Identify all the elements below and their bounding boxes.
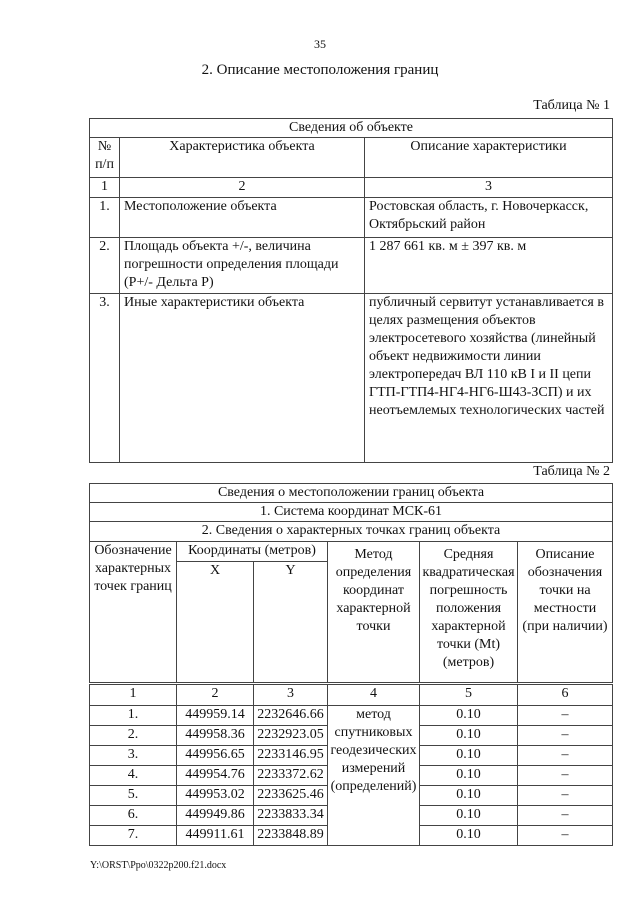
row-number: 3.: [90, 294, 120, 463]
point-number: 3.: [90, 746, 177, 766]
error-value: 0.10: [420, 806, 518, 826]
boundary-points-table: [89, 483, 613, 846]
point-description: –: [518, 746, 613, 766]
file-path-footer: Y:\ORST\Ppo\0322p200.f21.docx: [90, 860, 227, 871]
point-description: –: [518, 766, 613, 786]
error-value: 0.10: [420, 746, 518, 766]
row-number: 1.: [90, 198, 120, 238]
point-number: 4.: [90, 766, 177, 786]
point-description: –: [518, 806, 613, 826]
point-number: 2.: [90, 726, 177, 746]
point-number: 5.: [90, 786, 177, 806]
point-description: –: [518, 706, 613, 726]
table-title: Сведения об объекте: [90, 119, 613, 138]
points-subtitle: 2. Сведения о характерных точках границ объекта: [90, 522, 613, 542]
page-number: 35: [314, 37, 326, 51]
coord-y: 2232646.66: [254, 706, 328, 726]
header-coords: Координаты (метров): [177, 542, 328, 562]
coord-x: 449956.65: [177, 746, 254, 766]
coord-y: 2233372.62: [254, 766, 328, 786]
coord-x: 449953.02: [177, 786, 254, 806]
table1-caption: Таблица № 1: [533, 98, 610, 113]
row-name: Иные характеристики объекта: [120, 294, 365, 463]
error-value: 0.10: [420, 786, 518, 806]
col-number: 3: [365, 178, 613, 198]
col-number: 4: [328, 684, 420, 706]
point-number: 7.: [90, 826, 177, 846]
coord-x: 449954.76: [177, 766, 254, 786]
point-number: 6.: [90, 806, 177, 826]
point-description: –: [518, 826, 613, 846]
error-value: 0.10: [420, 826, 518, 846]
table-row: [90, 238, 613, 294]
table-row: [90, 706, 613, 726]
row-value: Ростовская область, г. Новочеркасск, Октябрьский район: [365, 198, 613, 238]
col-number: 6: [518, 684, 613, 706]
header-method: Метод определения координат характерной точки: [328, 542, 420, 684]
header-number: № п/п: [90, 138, 120, 178]
coord-y: 2233625.46: [254, 786, 328, 806]
row-value: 1 287 661 кв. м ± 397 кв. м: [365, 238, 613, 294]
point-description: –: [518, 726, 613, 746]
coord-y: 2233146.95: [254, 746, 328, 766]
header-point: Обозначение характерных точек границ: [90, 542, 177, 684]
col-number: 1: [90, 684, 177, 706]
row-value: публичный сервитут устанавливается в целях размещения объектов электросетевого хозяйства (линейный объект недвижимости линии электропередач ВЛ 110 кВ I и II цепи ГТП-ГТП4-НГ4-НГ6-Ш43-ЗСП) и их неотъемлемых технологических частей: [365, 294, 613, 463]
col-number: 3: [254, 684, 328, 706]
row-number: 2.: [90, 238, 120, 294]
row-name: Местоположение объекта: [120, 198, 365, 238]
col-number: 2: [120, 178, 365, 198]
coordinate-system: 1. Система координат МСК-61: [90, 503, 613, 522]
coord-x: 449911.61: [177, 826, 254, 846]
header-y: Y: [254, 562, 328, 684]
table-row: [90, 294, 613, 463]
header-error: Средняя квадратическая погрешность положения характерной точки (Mt) (метров): [420, 542, 518, 684]
row-name: Площадь объекта +/-, величина погрешности определения площади (P+/- Дельта P): [120, 238, 365, 294]
section-heading: 2. Описание местоположения границ: [201, 62, 439, 78]
coord-x: 449959.14: [177, 706, 254, 726]
point-number: 1.: [90, 706, 177, 726]
table-row: [90, 198, 613, 238]
coord-y: 2233848.89: [254, 826, 328, 846]
error-value: 0.10: [420, 706, 518, 726]
col-number: 5: [420, 684, 518, 706]
point-description: –: [518, 786, 613, 806]
header-description: Описание характеристики: [365, 138, 613, 178]
coord-x: 449958.36: [177, 726, 254, 746]
method-cell: метод спутниковых геодезических измерений (определений): [328, 706, 420, 846]
coord-y: 2233833.34: [254, 806, 328, 826]
object-info-table: [89, 118, 613, 463]
col-number: 2: [177, 684, 254, 706]
coord-y: 2232923.05: [254, 726, 328, 746]
header-x: X: [177, 562, 254, 684]
table2-caption: Таблица № 2: [533, 464, 610, 479]
error-value: 0.10: [420, 766, 518, 786]
error-value: 0.10: [420, 726, 518, 746]
header-characteristic: Характеристика объекта: [120, 138, 365, 178]
col-number: 1: [90, 178, 120, 198]
coord-x: 449949.86: [177, 806, 254, 826]
table-title: Сведения о местоположении границ объекта: [90, 484, 613, 503]
header-desc: Описание обозначения точки на местности (при наличии): [518, 542, 613, 684]
